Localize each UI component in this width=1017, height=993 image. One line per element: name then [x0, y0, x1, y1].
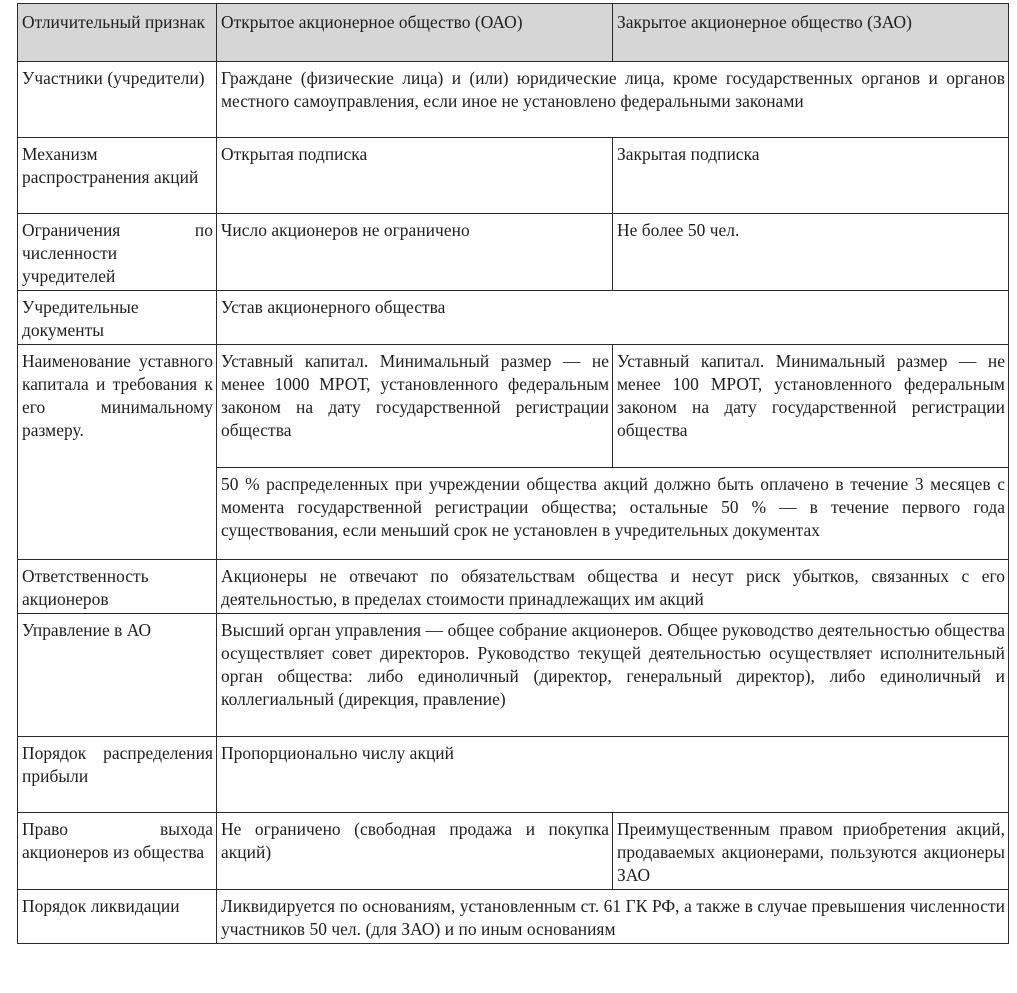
cell-liability: Акционеры не отвечают по обязательствам общества и несут риск убытков, связанных с его деятельностью, в пределах стоимости принадлежащих им акций	[217, 560, 1009, 614]
document-page	[17, 3, 1008, 944]
cell-mechanism-zao: Закрытая подписка	[613, 138, 1009, 214]
table-row	[18, 138, 1009, 214]
row-label-limits: Ограничения по численности учредителей	[18, 214, 217, 291]
row-label-capital: Наименование уставного капитала и требования к его минимальному размеру.	[18, 345, 217, 560]
header-row	[18, 4, 1009, 62]
header-zao: Закрытое акционерное общество (ЗАО)	[613, 4, 1009, 62]
row-label-liquidation: Порядок ликвидации	[18, 890, 217, 944]
table-row	[18, 614, 1009, 737]
table-row	[18, 62, 1009, 138]
table-row	[18, 345, 1009, 468]
cell-mechanism-oao: Открытая подписка	[217, 138, 613, 214]
cell-management: Высший орган управления — общее собрание акционеров. Общее руководство деятельностью общества осуществляет совет директоров. Руководство текущей деятельностью осуществляет исполнительный орган общества: либо единоличный (директор, генеральный директор), либо единоличный и коллегиальный (дирекция, правление)	[217, 614, 1009, 737]
row-label-exit: Право выхода акционеров из общества	[18, 813, 217, 890]
header-feature: Отличительный признак	[18, 4, 217, 62]
cell-profit: Пропорционально числу акций	[217, 737, 1009, 813]
table-row	[18, 737, 1009, 813]
table-row	[18, 890, 1009, 944]
table-row	[18, 813, 1009, 890]
row-label-liability: Ответственность акционеров	[18, 560, 217, 614]
cell-limits-oao: Число акционеров не ограничено	[217, 214, 613, 291]
cell-docs: Устав акционерного общества	[217, 291, 1009, 345]
comparison-table	[17, 3, 1009, 944]
table-row	[18, 560, 1009, 614]
cell-liquidation: Ликвидируется по основаниям, установленным ст. 61 ГК РФ, а также в случае превышения численности участников 50 чел. (для ЗАО) и по иным основаниям	[217, 890, 1009, 944]
row-label-mechanism: Механизм распространения акций	[18, 138, 217, 214]
cell-limits-zao: Не более 50 чел.	[613, 214, 1009, 291]
row-label-docs: Учредительные документы	[18, 291, 217, 345]
row-label-profit: Порядок распределения прибыли	[18, 737, 217, 813]
cell-participants: Граждане (физические лица) и (или) юридические лица, кроме государственных органов и органов местного самоуправления, если иное не установлено федеральными законами	[217, 62, 1009, 138]
cell-exit-oao: Не ограничено (свободная продажа и покупка акций)	[217, 813, 613, 890]
cell-capital-payment: 50 % распределенных при учреждении общества акций должно быть оплачено в течение 3 месяцев с момента государственной регистрации общества; остальные 50 % — в течение первого года существования, если меньший срок не установлен в учредительных документах	[217, 468, 1009, 560]
cell-exit-zao: Преимущественным правом приобретения акций, продаваемых акционерами, пользуются акционеры ЗАО	[613, 813, 1009, 890]
row-label-management: Управление в АО	[18, 614, 217, 737]
header-oao: Открытое акционерное общество (ОАО)	[217, 4, 613, 62]
cell-capital-zao: Уставный капитал. Минимальный размер — не менее 100 МРОТ, установленного федеральным законом на дату государственной регистрации общества	[613, 345, 1009, 468]
table-row	[18, 291, 1009, 345]
cell-capital-oao: Уставный капитал. Минимальный размер — не менее 1000 МРОТ, установленного федеральным законом на дату государственной регистрации общества	[217, 345, 613, 468]
table-row	[18, 214, 1009, 291]
row-label-participants: Участники (учредители)	[18, 62, 217, 138]
